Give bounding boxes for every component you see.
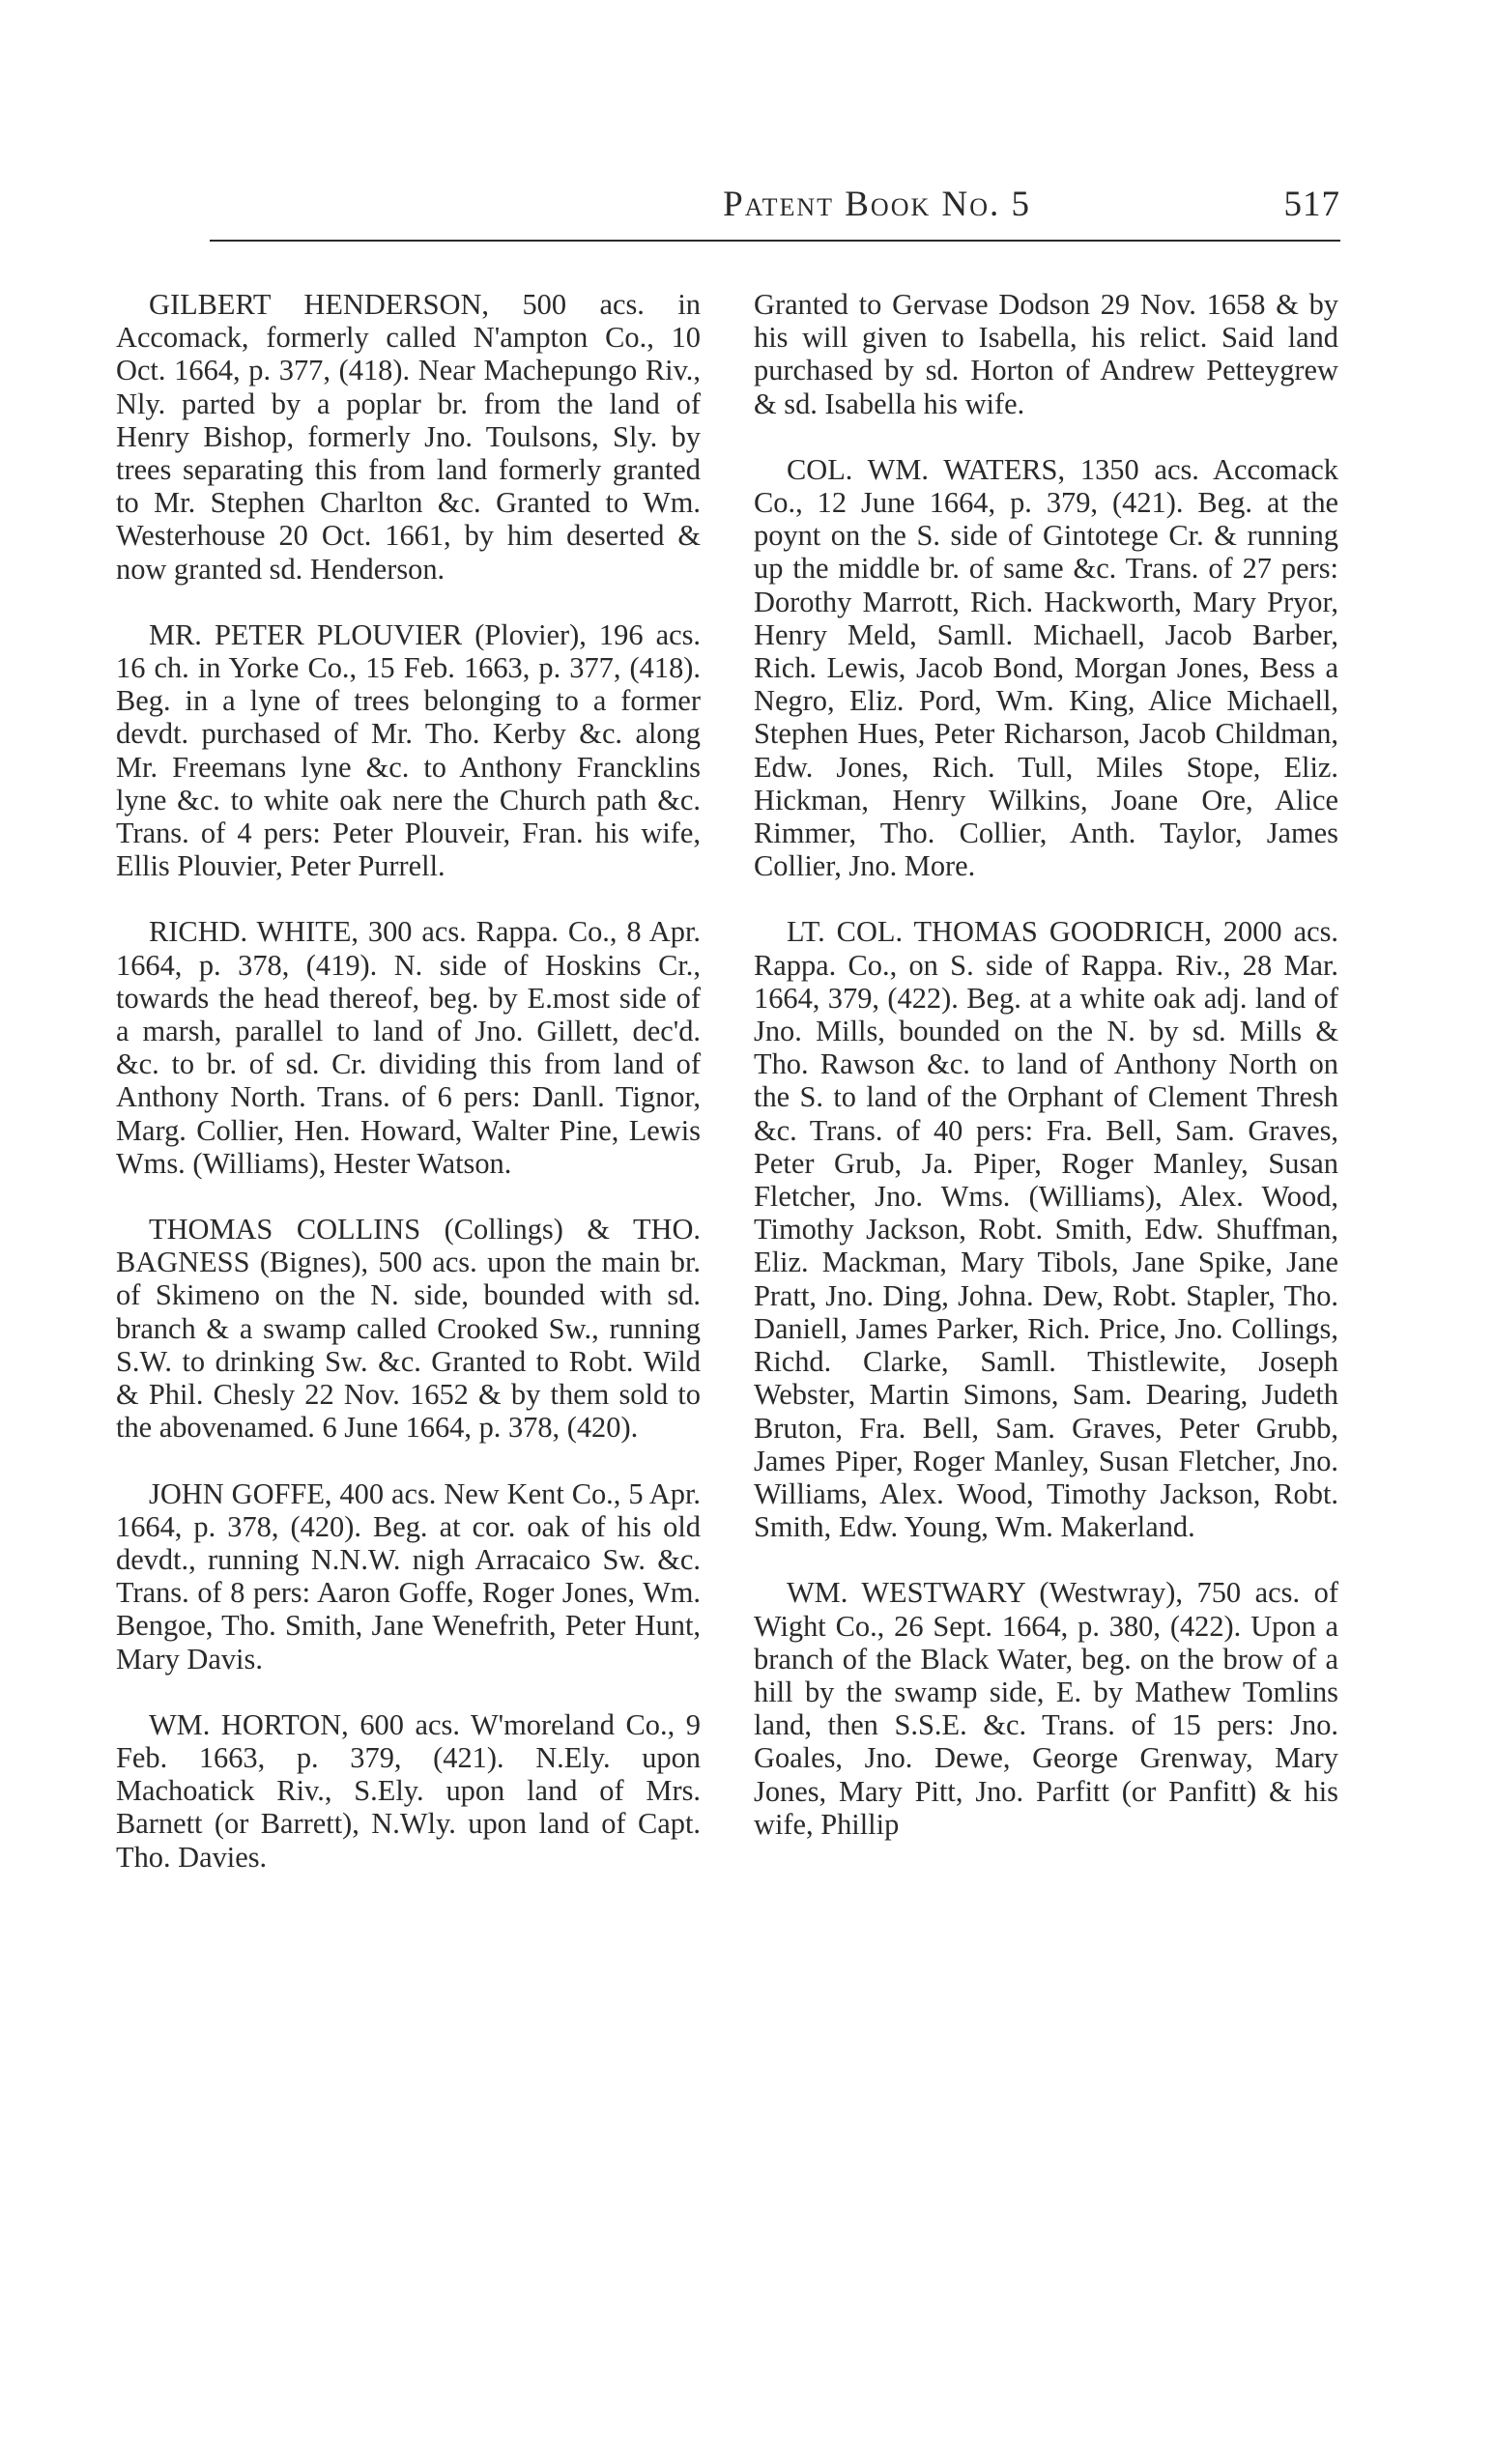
patent-entry-plouvier: MR. PETER PLOUVIER (Plovier), 196 acs. 16 ch. in Yorke Co., 15 Feb. 1663, p. 377, (418). Beg. in a lyne of trees belonging to a former devdt. purchased of Mr. Tho. Kerby &c. along Mr. Freemans lyne &c. to Anthony Francklins lyne &c. to white oak nere the Church path &c. Trans. of 4 pers: Peter Plouveir, Fran. his wife, Ellis Plouvier, Peter Purrell. [116, 617, 701, 883]
patent-entry-horton: WM. HORTON, 600 acs. W'moreland Co., 9 Feb. 1663, p. 379, (421). N.Ely. upon Machoatick Riv., S.Ely. upon land of Mrs. Barnett (or Barrett), N.Wly. upon land of Capt. Tho. Davies. [116, 1707, 701, 1874]
patent-entry-westwary: WM. WESTWARY (Westwray), 750 acs. of Wight Co., 26 Sept. 1664, p. 380, (422). Upon a branch of the Black Water, beg. on the brow of a hill by the swamp side, E. by Mathew Tomlins land, then S.S.E. &c. Trans. of 15 pers: Jno. Goales, Jno. Dewe, George Grenway, Mary Jones, Mary Pitt, Jno. Parfitt (or Panfitt) & his wife, Phillip [754, 1576, 1338, 1841]
header-rule [210, 240, 1340, 242]
patent-entry-waters: COL. WM. WATERS, 1350 acs. Accomack Co., 12 June 1664, p. 379, (421). Beg. at the poynt on the S. side of Gintotege Cr. & running up the middle br. of same &c. Trans. of 27 pers: Dorothy Marrott, Rich. Hackworth, Mary Pryor, Henry Meld, Samll. Michaell, Jacob Barber, Rich. Lewis, Jacob Bond, Morgan Jones, Bess a Negro, Eliz. Pord, Wm. King, Alice Michaell, Stephen Hues, Peter Richarson, Jacob Childman, Edw. Jones, Rich. Tull, Miles Stope, Eliz. Hickman, Henry Wilkins, Joane Ore, Alice Rimmer, Tho. Collier, Anth. Taylor, James Collier, Jno. More. [754, 452, 1338, 883]
patent-entry-horton-continued: Granted to Gervase Dodson 29 Nov. 1658 & by his will given to Isabella, his relict. Said land purchased by sd. Horton of Andrew Petteygrew & sd. Isabella his wife. [754, 288, 1338, 420]
page-number: 517 [1283, 185, 1340, 224]
patent-entry-goffe: JOHN GOFFE, 400 acs. New Kent Co., 5 Apr. 1664, p. 378, (420). Beg. at cor. oak of his old devdt., running N.N.W. nigh Arracaico Sw. &c. Trans. of 8 pers: Aaron Goffe, Roger Jones, Wm. Bengoe, Tho. Smith, Jane Wenefrith, Peter Hunt, Mary Davis. [116, 1476, 701, 1676]
patent-entry-collins-bagness: THOMAS COLLINS (Collings) & THO. BAGNESS (Bignes), 500 acs. upon the main br. of Skimeno on the N. side, bounded with sd. branch & a swamp called Crooked Sw., running S.W. to drinking Sw. &c. Granted to Robt. Wild & Phil. Chesly 22 Nov. 1652 & by them sold to the abovenamed. 6 June 1664, p. 378, (420). [116, 1213, 701, 1445]
page-header [210, 184, 1340, 238]
left-column [116, 288, 701, 1906]
right-column [754, 288, 1338, 1874]
patent-entry-goodrich: LT. COL. THOMAS GOODRICH, 2000 acs. Rappa. Co., on S. side of Rappa. Riv., 28 Mar. 1664, 379, (422). Beg. at a white oak adj. land of Jno. Mills, bounded on the N. by sd. Mills & Tho. Rawson &c. to land of Anthony North on the S. to land of the Orphant of Clement Thresh &c. Trans. of 40 pers: Fra. Bell, Sam. Graves, Peter Grub, Ja. Piper, Roger Manley, Susan Fletcher, Jno. Wms. (Williams), Alex. Wood, Timothy Jackson, Robt. Smith, Edw. Shuffman, Eliz. Mackman, Mary Tibols, Jane Spike, Jane Pratt, Jno. Ding, Johna. Dew, Robt. Stapler, Tho. Daniell, James Parker, Rich. Price, Jno. Collings, Richd. Clarke, Samll. Thistlewite, Joseph Webster, Martin Simons, Sam. Dearing, Judeth Bruton, Fra. Bell, Sam. Graves, Peter Grubb, James Piper, Roger Manley, Susan Fletcher, Jno. Williams, Alex. Wood, Timothy Jackson, Robt. Smith, Edw. Young, Wm. Makerland. [754, 915, 1338, 1544]
patent-entry-white: RICHD. WHITE, 300 acs. Rappa. Co., 8 Apr. 1664, p. 378, (419). N. side of Hoskins Cr., towards the head thereof, beg. by E.most side of a marsh, parallel to land of Jno. Gillett, dec'd. &c. to br. of sd. Cr. dividing this from land of Anthony North. Trans. of 6 pers: Danll. Tignor, Marg. Collier, Hen. Howard, Walter Pine, Lewis Wms. (Williams), Hester Watson. [116, 915, 701, 1180]
patent-entry-henderson: GILBERT HENDERSON, 500 acs. in Accomack, formerly called N'ampton Co., 10 Oct. 1664, p. 377, (418). Near Machepungo Riv., Nly. parted by a poplar br. from the land of Henry Bishop, formerly Jno. Toulsons, Sly. by trees separating this from land formerly granted to Mr. Stephen Charlton &c. Granted to Wm. Westerhouse 20 Oct. 1661, by him deserted & now granted sd. Henderson. [116, 288, 701, 586]
running-title: Patent Book No. 5 [723, 185, 1031, 224]
